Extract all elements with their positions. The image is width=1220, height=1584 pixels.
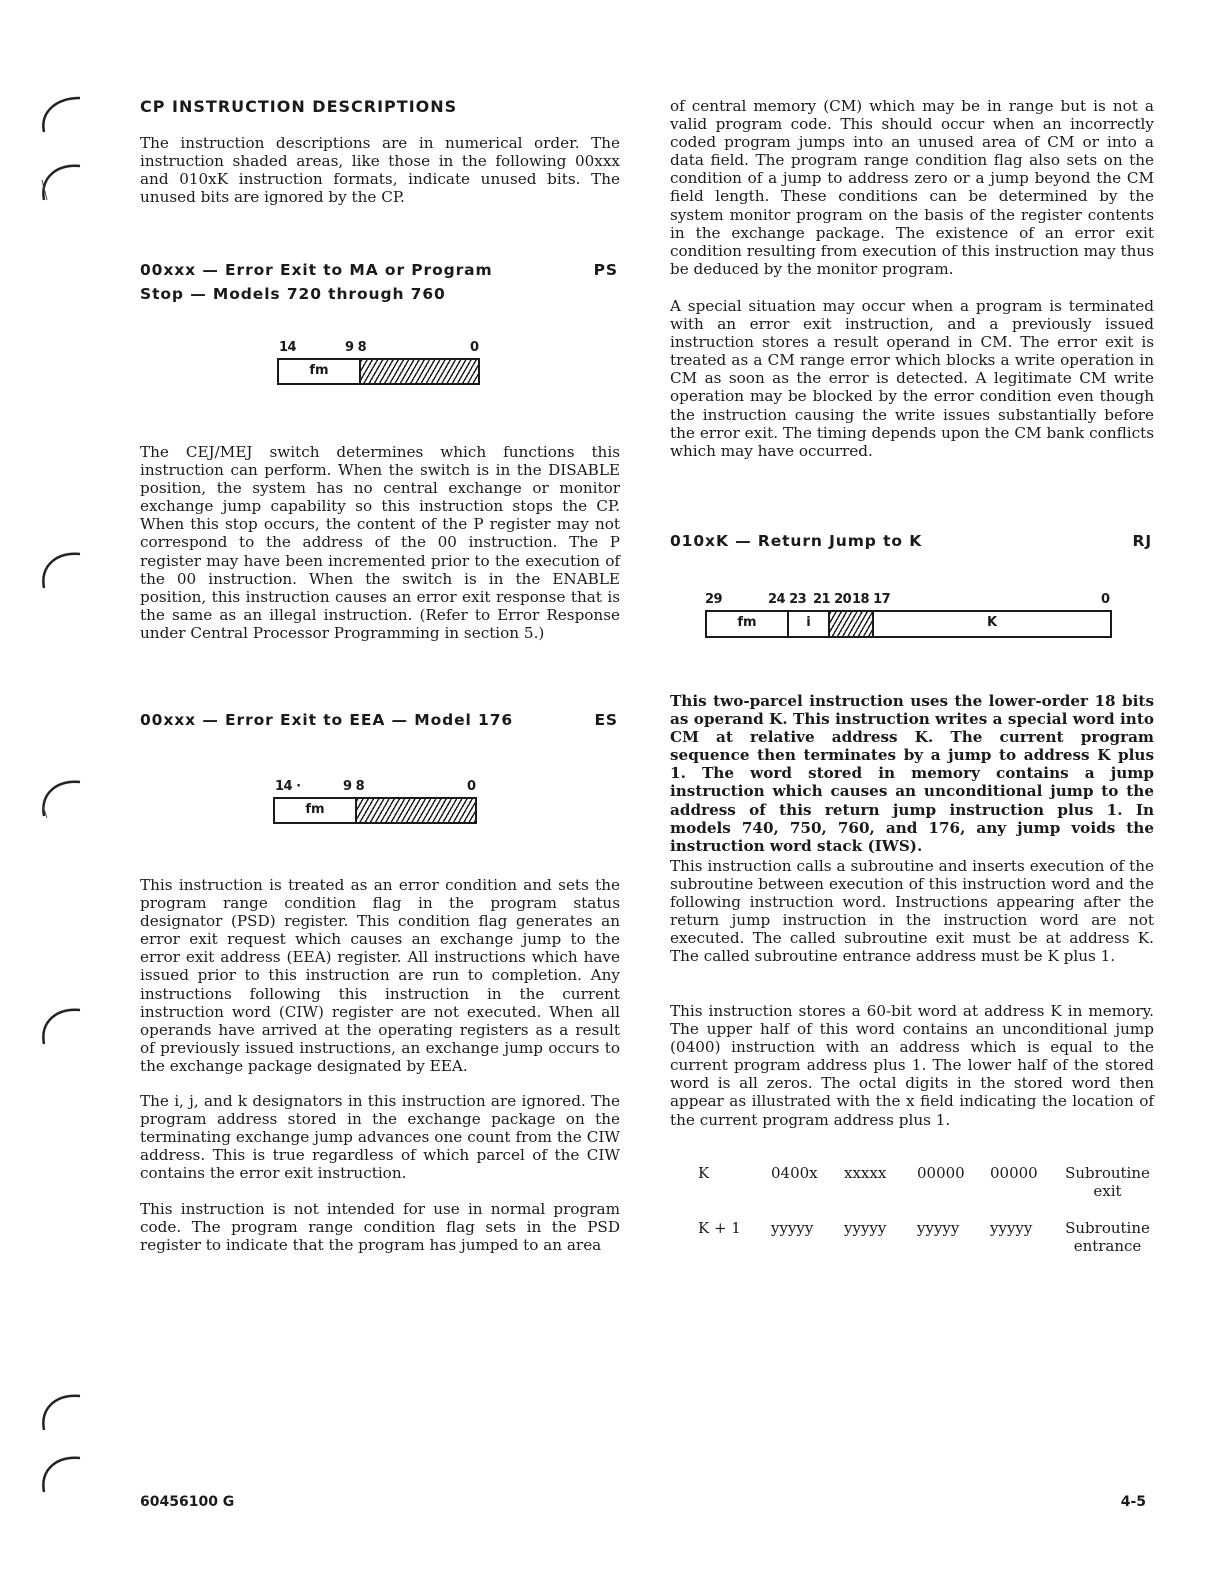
field-fm: fm (305, 802, 325, 817)
binder-hook-icon (38, 90, 88, 140)
word-description-line1: Subroutine (1065, 1164, 1150, 1182)
table-row (698, 1219, 1154, 1255)
binder-hook-icon (38, 540, 88, 595)
instr-rj-paragraph-2: This instruction calls a subroutine and inserts execution of the subroutine between execution of this instruction word and the following instruction word. Instructions appearing after the return jump instruction in the instruction word are not executed. The called subroutine exit must be at address K. The called subroutine entrance address must be K plus 1. (670, 857, 1154, 966)
instr-es-mnemonic: ES (594, 711, 618, 729)
instr-ps-heading-line2: Stop — Models 720 through 760 (140, 285, 446, 303)
binder-hook-icon (38, 996, 88, 1051)
instr-ps-box (277, 358, 480, 385)
field-fm: fm (737, 615, 757, 630)
bit-label: 21 20 (813, 592, 852, 607)
field-i: i (787, 612, 828, 636)
unused-bits-hatch (355, 799, 475, 822)
instr-ps-format-diagram (277, 338, 483, 388)
bit-label: 0 (467, 779, 476, 794)
word-cell: yyyyy (917, 1219, 960, 1237)
word-description (1061, 1219, 1154, 1255)
instr-ps-mnemonic: PS (593, 261, 618, 279)
word-description-line1: Subroutine (1065, 1219, 1150, 1237)
unused-bits-hatch (828, 612, 872, 636)
instr-ps-paragraph: The CEJ/MEJ switch determines which functions this instruction can perform. When the switch is in the DISABLE position, the system has no central exchange or monitor exchange jump capability so this instruction stops the CP. When this stop occurs, the content of the P register may not correspond to the address of the 00 instruction. The P register may have been incremented prior to the execution of the 00 instruction. When the switch is in the ENABLE position, this instruction causes an error exit response that is the same as an illegal instruction. (Refer to Error Response under Central Processor Programming in section 5.) (140, 443, 620, 642)
instr-es-box (273, 797, 477, 824)
instr-es-paragraph-2: The i, j, and k designators in this instruction are ignored. The program address stored in the exchange package on the terminating exchange jump advances one count from the CIW address. This is true regardless of which parcel of the CIW contains the error exit instruction. (140, 1092, 620, 1183)
binder-hook-icon (38, 1444, 88, 1499)
instr-es-heading (140, 708, 620, 732)
instr-ps-heading (140, 258, 620, 306)
instr-rj-heading-text: 010xK — Return Jump to K (670, 532, 923, 550)
word-cell: 0400x (771, 1164, 818, 1182)
instr-es-heading-text: 00xxx — Error Exit to EEA — Model 176 (140, 711, 514, 729)
binder-hook-icon (38, 768, 88, 823)
instr-es-paragraph-1: This instruction is treated as an error condition and sets the program range condition flag in the program status designator (PSD) register. This condition flag generates an error exit request which causes an exchange jump to the error exit address (EEA) register. All instructions which have issued prior to this instruction are run to completion. Any instructions following this instruction in the current instruction word (CIW) register are not executed. When all operands have arrived at the operating registers as a result of previously issued instructions, an exchange jump occurs to the exchange package designated by EEA. (140, 876, 620, 1075)
word-cell: 00000 (917, 1164, 965, 1182)
bit-label: 18 17 (852, 592, 891, 607)
bit-label: 0 (1101, 592, 1110, 607)
word-cell: yyyyy (990, 1219, 1033, 1237)
table-row (698, 1164, 1154, 1219)
word-cell: yyyyy (844, 1219, 887, 1237)
word-address: K + 1 (698, 1219, 741, 1237)
bit-label: 14 (279, 340, 297, 355)
bit-label: 0 (470, 340, 479, 355)
instr-es-paragraph-4: of central memory (CM) which may be in range but is not a valid program code. This should occur when an incorrectly coded program jumps into an unused area of CM or into a data field. The program range condition flag also sets on the condition of a jump to address zero or a jump beyond the CM field length. These conditions can be determined by the system monitor program on the basis of the register contents in the exchange package. The existence of an error exit condition resulting from execution of this instruction may thus be deduced by the monitor program. (670, 97, 1154, 278)
footer-doc-number: 60456100 G (140, 1494, 235, 1510)
instr-rj-format-diagram (705, 592, 1115, 642)
instr-rj-heading (670, 529, 1154, 553)
field-fm: fm (309, 363, 329, 378)
word-cell: 00000 (990, 1164, 1038, 1182)
word-address: K (698, 1164, 710, 1182)
instr-es-paragraph-5: A special situation may occur when a program is terminated with an error exit instruction, and a previously issued instruction stores a result operand in CM. The error exit is treated as a CM range error which blocks a write operation in CM as soon as the error is detected. A legitimate CM write operation may be blocked by the error condition even though the instruction causing the write issues substantially before the error exit. The timing depends upon the CM bank conflicts which may have occurred. (670, 297, 1154, 460)
binder-hook-icon (38, 152, 88, 207)
stored-word-table (698, 1164, 1154, 1255)
bit-label: 14 · (275, 779, 301, 794)
bit-label: 9 8 (345, 340, 367, 355)
word-description-line2: exit (1093, 1182, 1122, 1200)
bit-label: 24 23 (768, 592, 807, 607)
footer-page-number: 4-5 (1120, 1494, 1146, 1510)
word-description (1061, 1164, 1154, 1219)
word-description-line2: entrance (1073, 1237, 1142, 1255)
instr-es-format-diagram (273, 777, 479, 827)
instr-rj-paragraph-3: This instruction stores a 60-bit word at address K in memory. The upper half of this word contains an unconditional jump (0400) instruction with an address which is equal to the current program address plus 1. The lower half of the stored word is all zeros. The octal digits in the stored word then appear as illustrated with the x field indicating the location of the current program address plus 1. (670, 1002, 1154, 1129)
field-k: K (872, 612, 1110, 636)
section-title: CP INSTRUCTION DESCRIPTIONS (140, 97, 458, 116)
instr-rj-mnemonic: RJ (1132, 532, 1152, 550)
instr-es-paragraph-3: This instruction is not intended for use in normal program code. The program range condition flag sets in the PSD register to indicate that the program has jumped to an area (140, 1200, 620, 1255)
binder-hook-icon (38, 1382, 88, 1437)
unused-bits-hatch (359, 360, 478, 383)
instr-rj-box (705, 610, 1112, 638)
word-cell: yyyyy (771, 1219, 814, 1237)
bit-label: 9 8 (343, 779, 365, 794)
word-cell: xxxxx (844, 1164, 887, 1182)
intro-paragraph: The instruction descriptions are in numerical order. The instruction shaded areas, like those in the following 00xxx and 010xK instruction formats, indicate unused bits. The unused bits are ignored by the CP. (140, 134, 620, 207)
instr-rj-paragraph-1: This two-parcel instruction uses the lower-order 18 bits as operand K. This instruction writes a special word into CM at relative address K. The current program sequence then terminates by a jump to address K plus 1. The word stored in memory contains a jump instruction which causes an unconditional jump to the address of this return jump instruction plus 1. In models 740, 750, 760, and 176, any jump voids the instruction word stack (IWS). (670, 692, 1154, 855)
bit-label: 29 (705, 592, 723, 607)
instr-ps-heading-line1: 00xxx — Error Exit to MA or Program (140, 261, 493, 279)
